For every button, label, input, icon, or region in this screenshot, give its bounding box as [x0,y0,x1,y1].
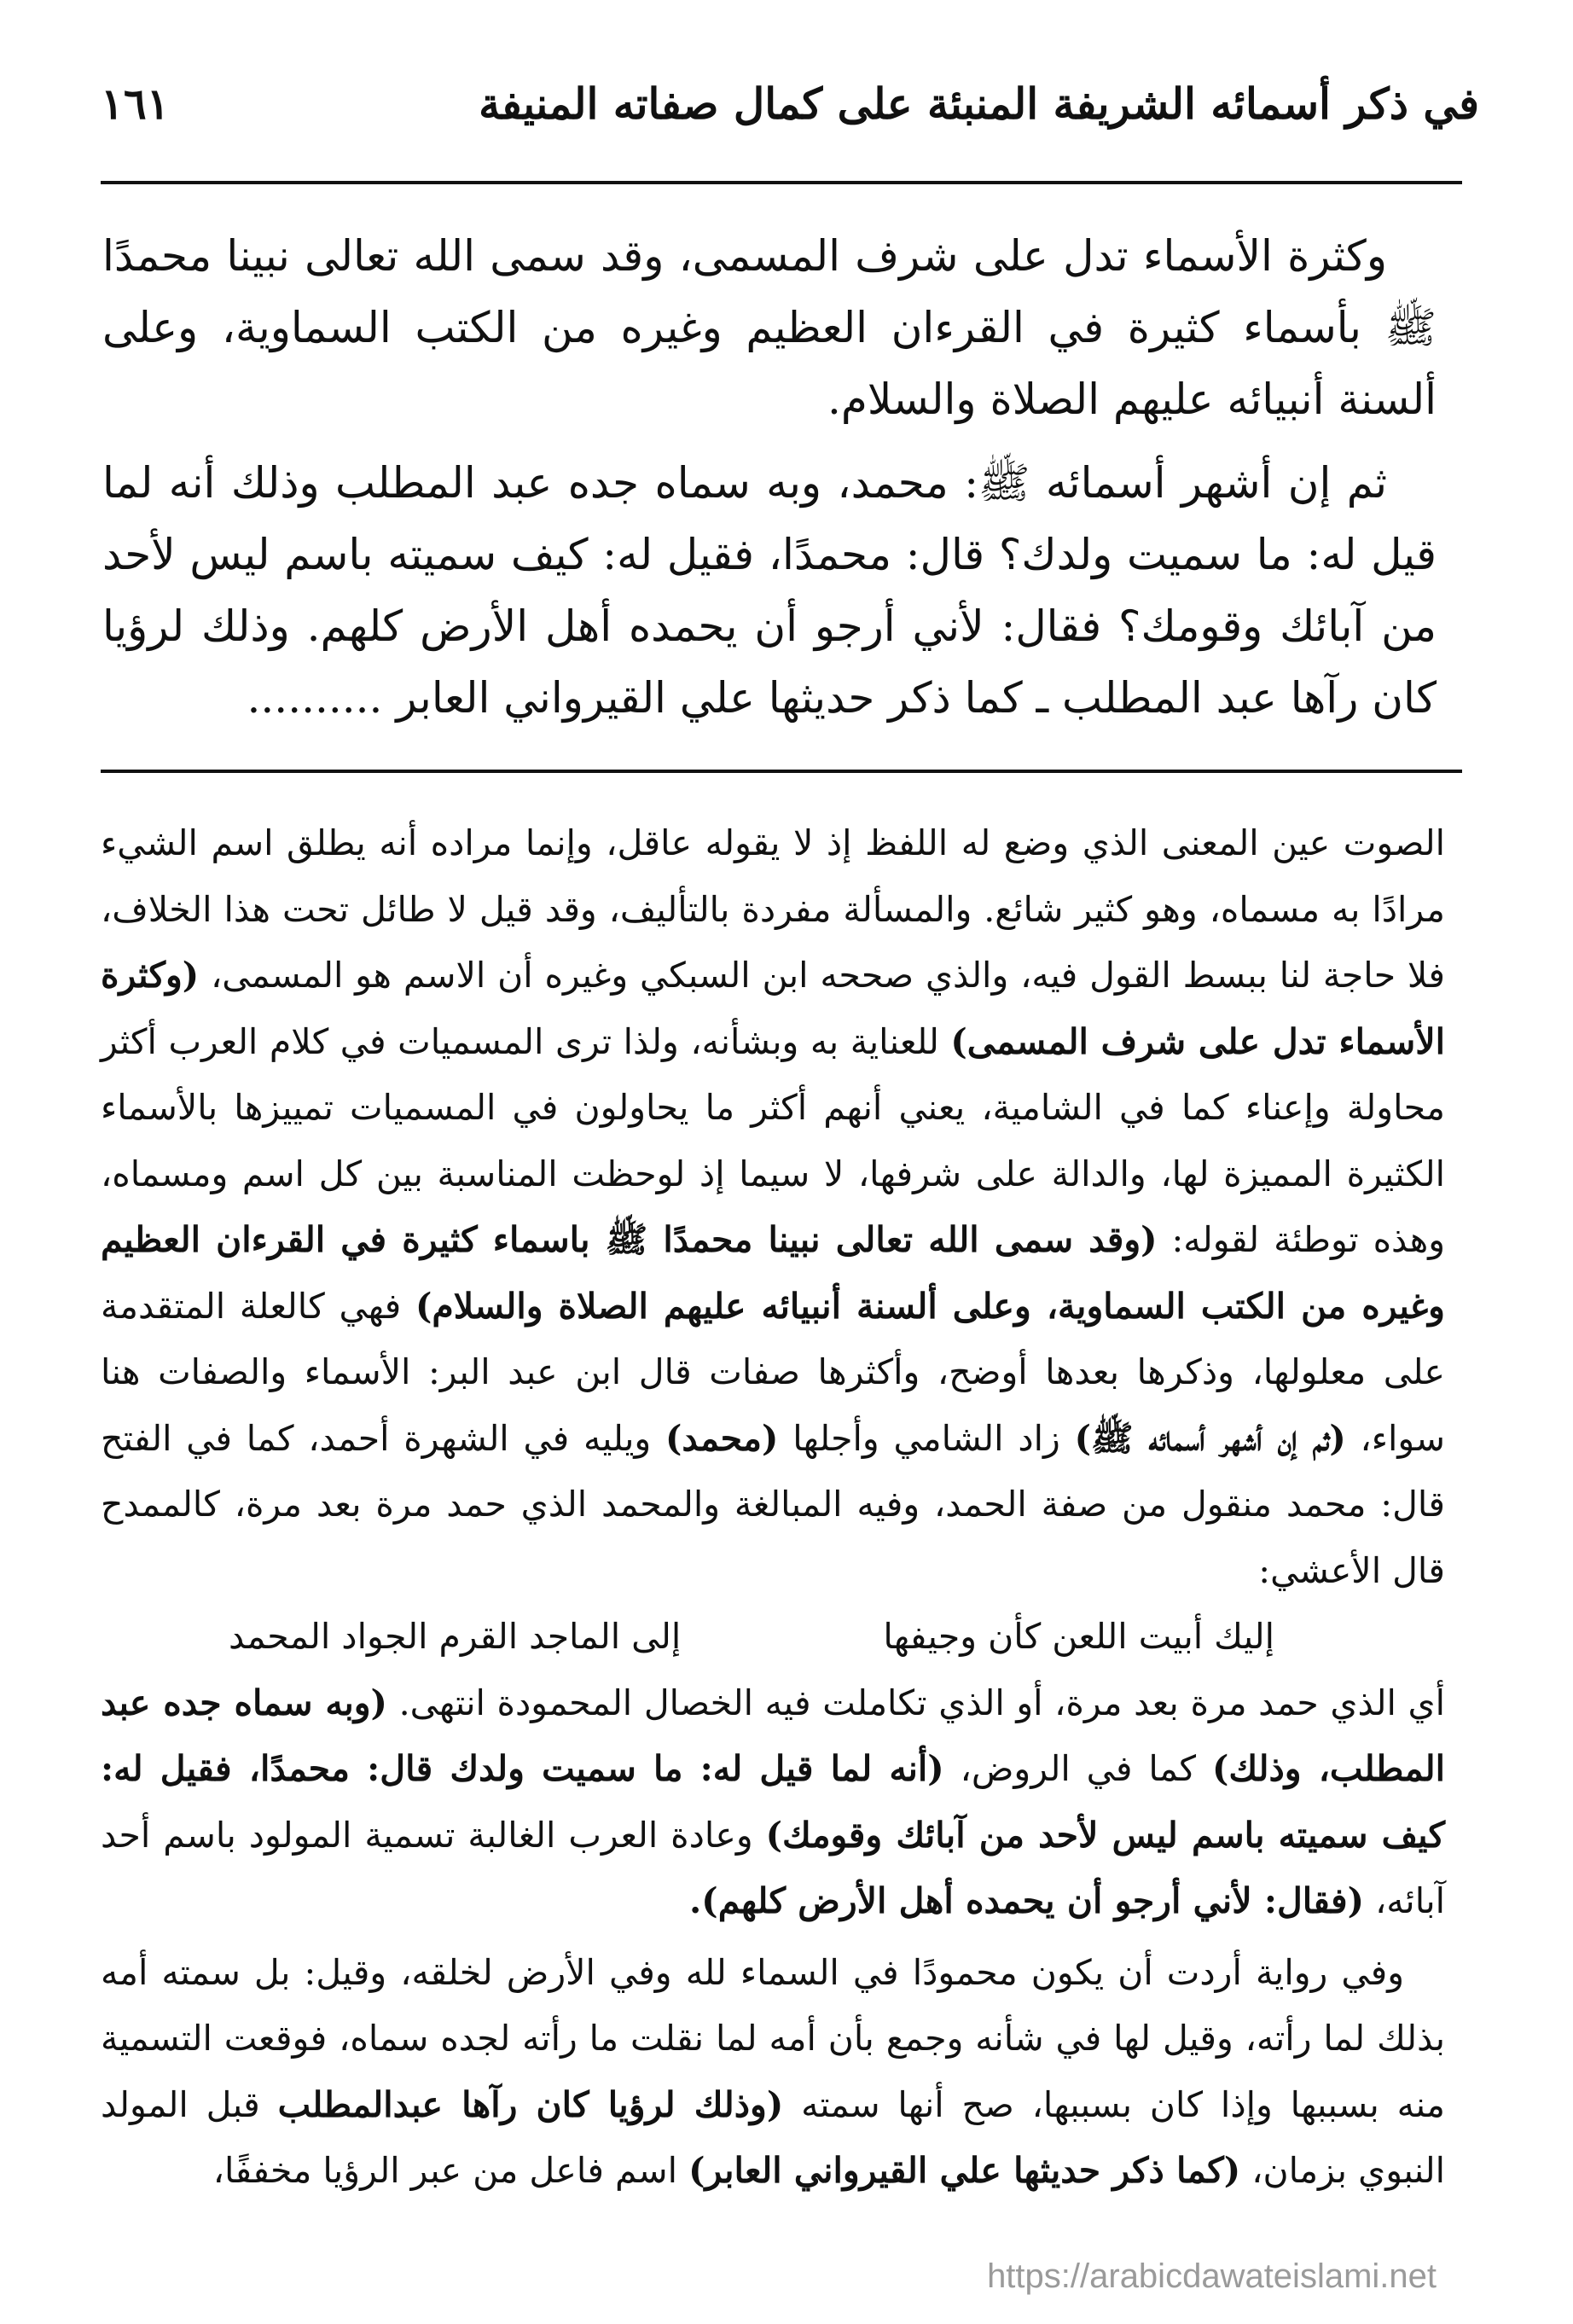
commentary-paragraph [101,810,1445,1604]
verse-first-hemistich: إليك أبيت اللعن كأن وجيفها [883,1616,1274,1657]
commentary-text: وفي رواية أردت أن يكون محمودًا في السماء لله وفي الأرض لخلقه، وقيل: بل سمته أمه بذلك لما رأته، وقيل لها في شأنه وجمع بأن أمه لما نقلت ما رأته لجده سماه، فوقعت التسمية منه بسببها وإذا كان بسببها، صح أنها سمته [101,1951,1445,2125]
quoted-matn: (وبه سماه جده عبد المطلب، وذلك) [101,1682,1445,1789]
commentary-text: وعادة العرب الغالبة تسمية المولود باسم أحد آبائه، [101,1814,1445,1921]
quoted-matn: (وكثرة الأسماء تدل على شرف المسمى) [101,955,1445,1062]
commentary-paragraph [101,1670,1445,1935]
quoted-matn: (وذلك لرؤيا كان رآها عبدالمطلب [277,2083,784,2125]
quoted-matn: (أنه لما قيل له: ما سميت ولدك قال: محمدًا، فقيل له: كيف سميته باسم ليس لأحد من آبائك وقومك) [101,1748,1445,1856]
header-rule [101,181,1462,184]
commentary-text: اسم فاعل من عبر الرؤيا مخففًا، [212,2150,678,2191]
main-paragraph: ثم إن أشهر أسمائه ﷺ: محمد، وبه سماه جده عبد المطلب وذلك أنه لما قيل له: ما سميت ولدك؟ قال: محمدًا، فقيل له: كيف سميته باسم ليس لأحد من آبائك وقومك؟ فقال: لأني أرجو أن يحمده أهل الأرض كلهم. وذلك لرؤيا كان رآها عبد المطلب ـ كما ذكر حديثها علي القيرواني العابر .......... [102,458,1437,723]
poetry-verse [101,1604,1445,1670]
commentary-text: كما في الروض، [960,1748,1197,1789]
commentary-text: فهي كالعلة المتقدمة على معلولها، وذكرها بعدها أوضح، وأكثرها صفات قال ابن عبد البر: الأسماء والصفات هنا سواء، [101,1285,1445,1459]
page-header [101,78,1479,155]
quoted-matn: (كما ذكر حديثها علي القيرواني العابر) [688,2150,1241,2191]
commentary [101,810,1445,2205]
quoted-matn: (فقال: لأني أرجو أن يحمده أهل الأرض كلهم). [689,1880,1365,1921]
quoted-matn: (ثم إن أشهر أسمائه ﷺ) [1074,1417,1346,1459]
commentary-text: ويليه في الشهرة أحمد، كما في الفتح قال: محمد منقول من صفة الحمد، وفيه المبالغة والمحمد الذي حمد مرة بعد مرة، كالممدح قال الأعشي: [101,1417,1445,1591]
running-title: في ذكر أسمائه الشريفة المنبئة على كمال صفاته المنيفة [479,78,1479,129]
quoted-matn: (وقد سمى الله تعالى نبينا محمدًا ﷺ باسماء كثيرة في القرءان العظيم وغيره من الكتب السماوية، وعلى ألسنة أنبيائه عليهم الصلاة والسلام) [101,1219,1445,1327]
quoted-matn: (محمد) [665,1417,779,1459]
commentary-text: زاد الشامي وأجلها [792,1417,1060,1459]
commentary-text: أي الذي حمد مرة بعد مرة، أو الذي تكاملت فيه الخصال المحمودة انتهى. [398,1682,1445,1723]
main-paragraph: وكثرة الأسماء تدل على شرف المسمى، وقد سمى الله تعالى نبينا محمدًا ﷺ بأسماء كثيرة في القرءان العظيم وغيره من الكتب السماوية، وعلى ألسنة أنبيائه عليهم الصلاة والسلام. [102,231,1437,424]
main-text [102,220,1437,746]
commentary-text: قبل المولد النبوي بزمان، [101,2083,1445,2191]
commentary-text: الصوت عين المعنى الذي وضع له اللفظ إذ لا يقوله عاقل، وإنما مراده أنه يطلق اسم الشيء مرادًا به مسماه، وهو كثير شائع. والمسألة مفردة بالتأليف، وقد قيل لا طائل تحت هذا الخلاف، فلا حاجة لنا ببسط القول فيه، والذي صححه ابن السبكي وغيره أن الاسم هو المسمى، [101,822,1445,996]
commentary-paragraph [101,1940,1445,2205]
verse-second-hemistich: إلى الماجد القرم الجواد المحمد [229,1616,682,1657]
source-watermark: https://arabicdawateislami.net [987,2257,1437,2295]
commentary-text: للعناية به وبشأنه، ولذا ترى المسميات في كلام العرب أكثر محاولة وإعناء كما في الشامية، يعني أنهم أكثر ما يحاولون في المسميات تمييزها بالأسماء الكثيرة المميزة لها، والدالة على شرفها، لا سيما إذ لوحظت المناسبة بين كل اسم ومسماه، وهذه توطئة لقوله: [101,1020,1445,1260]
page-number: ١٦١ [101,78,170,129]
footnote-separator [101,770,1462,773]
